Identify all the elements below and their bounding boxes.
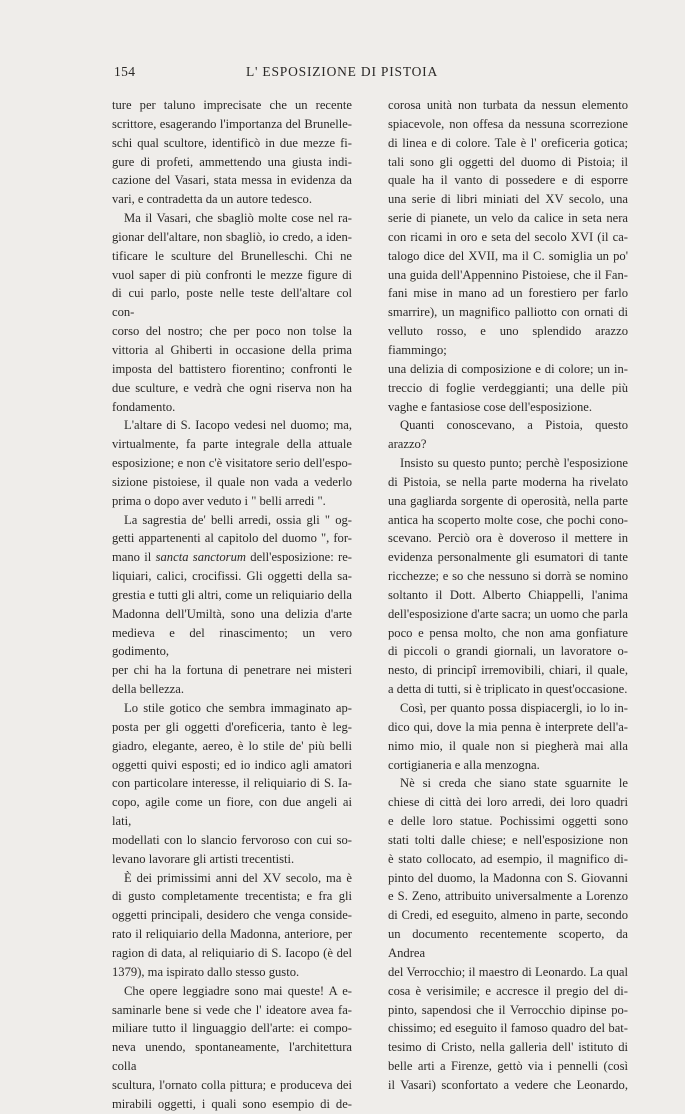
text-line: sizione pistoiese, il quale non vada a vederlo (112, 474, 352, 489)
text-line: È dei primissimi anni del XV secolo, ma è (124, 870, 352, 885)
text-fragment: mano il (112, 550, 152, 565)
text-line: e S. Zeno, attribuito universalmente a Lorenzo (388, 889, 628, 904)
text-line: stati tolti dalle chiese; e nell'esposizione non (388, 832, 628, 847)
text-line: treccio di foglie verdeggianti; una delle più (388, 380, 628, 395)
text-line: dico qui, dove la mia penna è interprete dell'a- (388, 719, 628, 734)
text-line: saminarle bene si vede che l' ideatore avea fa- (112, 1002, 352, 1017)
text-line: nesto, di principî irremovibili, chiari, il quale, (388, 663, 628, 678)
text-line: chissimo; ed eseguito il famoso quadro del bat- (388, 1021, 628, 1036)
text-line: gionar dell'altare, non sbagliò, io credo, a iden- (112, 229, 352, 244)
text-line: fondamento. (112, 399, 176, 414)
text-line: ture per taluno imprecisate che un recente (112, 98, 352, 112)
text-line: belle arti a Firenze, gettò via i pennelli (così (388, 1059, 628, 1074)
text-line: L'altare di S. Iacopo vedesi nel duomo; ma, (124, 418, 352, 433)
text-line: corso del nostro; che per poco non tolse la (112, 324, 352, 339)
text-line: 1379), ma ispirato dallo stesso gusto. (112, 964, 300, 979)
text-line: getti appartenenti al capitolo del duomo ", for- (112, 531, 352, 546)
text-line: di Credi, ed eseguito, almeno in parte, secondo (388, 908, 628, 923)
text-line: evidenza personalmente gli esumatori di tante (388, 550, 628, 565)
text-line: tali sono gli oggetti del duomo di Pistoia; il (388, 154, 628, 169)
text-line: pinto del duomo, la Madonna con S. Giovanni (388, 870, 628, 885)
text-line: dell'esposizione d'arte sacra; un uomo che parla (388, 606, 628, 621)
text-line: della bellezza. (112, 682, 185, 697)
text-line: soltanto il Dott. Alberto Chiappelli, l'anima (388, 587, 628, 602)
text-line: cosa è verisimile; e accresce il pregio del di- (388, 983, 628, 998)
text-line: di piccoli o grandi giornali, un lavoratore o- (388, 644, 628, 659)
text-line: virtualmente, fa parte integrale della attuale (112, 437, 352, 452)
text-line: Madonna dell'Umiltà, sono una delizia d'arte (112, 606, 352, 621)
text-line: medieva e del rinascimento; un vero godimento, (112, 625, 352, 659)
page-header (112, 64, 572, 82)
text-line: schi qual scultore, identificò in due mezze fi- (112, 135, 352, 150)
text-line: posta per gli oggetti d'oreficeria, tanto è leg- (112, 719, 352, 734)
text-line: scultura, l'ornato colla pittura; e produceva dei (112, 1077, 352, 1092)
text-line: rato il reliquiario della Madonna, anteriore, per (112, 927, 352, 942)
text-line: cortigianeria e alla menzogna. (388, 757, 540, 772)
text-line: copo, agile come un fiore, con due angeli ai lati, (112, 795, 352, 829)
text-line: vuol saper di più confronti le mezze figure di (112, 267, 352, 282)
text-line: due sculture, e vedrà che ogni riserva non ha (112, 380, 352, 395)
text-line: di linea e di colore. Tale è l' oreficeria gotica; (388, 135, 628, 150)
running-title: L' ESPOSIZIONE DI PISTOIA (245, 64, 439, 79)
text-line: Che opere leggiadre sono mai queste! A e- (124, 983, 352, 998)
text-line: mirabili oggetti, i quali sono esempio di de- (112, 1096, 352, 1111)
text-fragment: dell'esposizione: re- (250, 550, 352, 565)
text-line: il Vasari) sconfortato a vedere che Leonardo, (388, 1077, 628, 1092)
text-line: gure di profeti, ammettendo una giusta indi- (112, 154, 352, 169)
text-line: chiese di città dei loro arredi, dei loro quadri (388, 795, 628, 810)
text-line: neva unendo, spontaneamente, l'architettura colla (112, 1040, 352, 1074)
text-line: talogo dice del XVII, ma il C. somiglia un po' (388, 248, 628, 263)
text-line: miliare tutto il linguaggio dell'arte: ei compo- (112, 1021, 352, 1036)
right-column (388, 96, 628, 1095)
text-line: una delizia di composizione e di colore; un in- (388, 361, 628, 376)
text-line: levano lavorare gli artisti trecentisti. (112, 851, 295, 866)
left-column (112, 96, 352, 1114)
text-line: fani mise in mano ad un forestiero per farlo (388, 286, 628, 301)
text-line: tesimo di Cristo, nella galleria dell' istituto di (388, 1040, 628, 1055)
text-line: è stato collocato, ad esempio, il magnifico di- (388, 851, 628, 866)
text-line: imposta del battistero fiorentino; confronti le (112, 361, 352, 376)
text-line: scevano. Perciò ora è doveroso il mettere in (388, 531, 628, 546)
text-line: giadro, elegante, aereo, è lo stile de' più belli (112, 738, 352, 753)
text-line: ricchezze; e so che nessuno si dorrà se nomino (388, 569, 628, 584)
text-line: di Pistoia, se nella parte moderna ha rivelato (388, 474, 628, 489)
text-line: serie di pianete, un velo da calice in seta nera (388, 211, 628, 226)
text-line: liquiari, calici, crocifissi. Gli oggetti della sa- (112, 569, 352, 584)
text-line: antica ha scoperto molte cose, che pochi cono- (388, 512, 628, 527)
text-line: per chi ha la fortuna di penetrare nei misteri (112, 663, 352, 678)
text-line: smarrire), un magnifico palliotto con ornati di (388, 305, 628, 320)
italic-phrase: sancta sanctorum (155, 550, 246, 565)
text-line: con particolare interesse, il reliquiario di S. Ia- (112, 776, 352, 791)
text-line: poco e pensa molto, che non ama gonfiature (388, 625, 628, 640)
text-line: velluto rosso, e uno splendido arazzo fiammingo; (388, 324, 628, 357)
text-line: vittoria al Ghiberti in occasione della prima (112, 342, 352, 357)
text-line: tificare le sculture del Brunelleschi. Chi ne (112, 248, 352, 263)
text-line: del Verrocchio; il maestro di Leonardo. La qual (388, 964, 628, 979)
text-line: una guida dell'Appennino Pistoiese, che il Fan- (388, 267, 628, 282)
text-line: La sagrestia de' belli arredi, ossia gli " og- (124, 512, 352, 527)
text-line: quale ha il vanto di possedere e di esporre (388, 173, 628, 188)
text-line: nimo mio, il quale non si piegherà mai alla (388, 738, 628, 753)
text-line: ragion di data, al reliquiario di S. Iacopo (è del (112, 945, 352, 960)
text-line: una gagliarda sorgente di operosità, nella parte (388, 493, 628, 508)
page-number: 154 (114, 64, 136, 79)
text-line: Insisto su questo punto; perchè l'esposizione (400, 456, 628, 471)
text-line: pinto, sapendosi che il Verrocchio dipinse po- (388, 1002, 628, 1017)
text-line: scrittore, esagerando l'importanza del Brunelle- (112, 116, 352, 131)
text-line: Così, per quanto possa dispiacergli, io lo in- (400, 701, 628, 715)
text-line: a detta di tutti, si è triplicato in quest'occasione. (388, 682, 628, 697)
text-line: esposizione; e non c'è visitatore serio dell'espo- (112, 456, 352, 471)
text-line: cazione del Vasari, stata messa in evidenza da (112, 173, 352, 188)
text-line: modellati con lo slancio fervoroso con cui so- (112, 832, 352, 847)
text-line: prima o dopo aver veduto i " belli arredi ". (112, 493, 326, 508)
text-line: spiacevole, non offesa da nessuna scorrezione (388, 116, 628, 131)
text-line: Ma il Vasari, che sbagliò molte cose nel ra- (124, 211, 352, 226)
text-line: grestia e tutti gli altri, come un reliquiario della (112, 587, 352, 602)
text-line: oggetti quivi esposti; ed io indico agli amatori (112, 757, 352, 772)
text-line: Lo stile gotico che sembra immaginato ap- (124, 701, 352, 715)
text-line: di gusto completamente trecentista; e fra gli (112, 889, 352, 904)
text-line: un documento recentemente scoperto, da Andrea (388, 927, 628, 960)
text-line: una serie di libri miniati del XV secolo, una (388, 192, 628, 207)
text-line: e delle loro statue. Pochissimi oggetti sono (388, 814, 628, 829)
text-line: di cui parlo, poste nelle teste dell'altare col con- (112, 286, 352, 320)
text-line: con ricami in oro e seta del secolo XVI (il ca- (388, 229, 628, 244)
text-line: Quanti conoscevano, a Pistoia, questo arazzo? (388, 418, 628, 452)
text-line: oggetti principali, desidero che venga conside- (112, 908, 352, 923)
text-line: vari, e contradetta da un autore tedesco. (112, 192, 313, 207)
text-line: vaghe e fantasiose cose dell'esposizione. (388, 399, 593, 414)
text-line: corosa unità non turbata da nessun elemento (388, 98, 628, 112)
text-line (112, 548, 352, 567)
text-line: Nè si creda che siano state sguarnite le (400, 776, 628, 791)
